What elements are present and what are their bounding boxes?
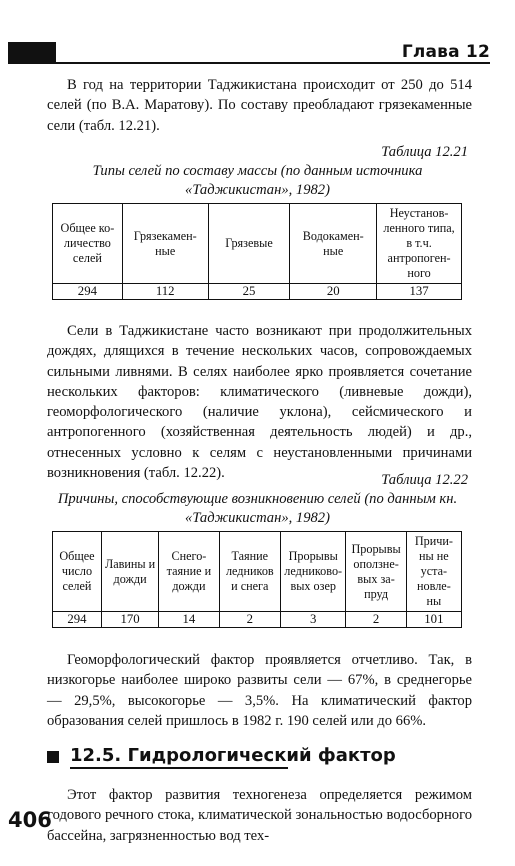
table-title: Причины, способствующие возникновению селей (по данным кн. «Таджикистан», 1982) <box>57 491 458 526</box>
header-cell: Водокамен- ные <box>290 204 377 284</box>
value-cell: 170 <box>101 612 158 628</box>
header-cell: Таяние ледников и снега <box>219 532 280 612</box>
section-underline <box>70 767 288 769</box>
table-title: Типы селей по составу массы (по данным источника «Таджикистан», 1982) <box>92 163 423 198</box>
value-cell: 101 <box>406 612 461 628</box>
section-title: 12.5. Гидрологический фактор <box>70 745 396 766</box>
value-cell: 25 <box>208 284 290 300</box>
paragraph-geomorphology: Геоморфологический фактор проявляется отчетливо. Так, в низкогорье наиболее широко развиты сели — 67%, в среднегорье — 29,5%, высокогорье — 3,5%. На климатический фактор образования селей пришлось в 1982 г. 190 селей или до 66%. <box>47 652 472 729</box>
table-mudflow-causes <box>52 531 462 628</box>
header-cell: Прорывы ледниково- вых озер <box>281 532 346 612</box>
value-cell: 137 <box>377 284 462 300</box>
table-number: Таблица 12.21 <box>381 144 468 160</box>
header-cell: Прорывы оползне- вых за- пруд <box>346 532 406 612</box>
table-number: Таблица 12.22 <box>381 472 468 488</box>
paragraph-causes: Сели в Таджикистане часто возникают при продолжительных дождях, длящихся в течение нескольких часов, сопровождаемых сильными ливнями. В селях наиболее ярко проявляется сочетание нескольких факторов: климатического (ливневые дожди), геоморфологического (наличие уклона), сейсмического и антропогенного (хозяйственная деятельность людей) и др., отнесенных условно к селям с неустановленными причинами возникновения (табл. 12.22). <box>47 323 472 482</box>
value-cell: 294 <box>53 612 102 628</box>
chapter-title: Глава 12 <box>401 42 490 62</box>
value-cell: 294 <box>53 284 123 300</box>
page-number: 406 <box>8 808 52 832</box>
header-cell: Лавины и дожди <box>101 532 158 612</box>
value-cell: 20 <box>290 284 377 300</box>
header-cell: Грязевые <box>208 204 290 284</box>
header-cell: Грязекамен- ные <box>122 204 208 284</box>
value-cell: 14 <box>159 612 219 628</box>
value-cell: 2 <box>346 612 406 628</box>
header-cell: Снего- таяние и дожди <box>159 532 219 612</box>
header-black-bar <box>8 42 56 62</box>
paragraph-intro: В год на территории Таджикистана происходит от 250 до 514 селей (по В.А. Маратову). По составу преобладают грязекаменные сели (табл. 12.21). <box>47 77 472 134</box>
paragraph-hydrology: Этот фактор развития техногенеза определяется режимом годового речного стока, климатической зональностью водосборного бассейна, загрязненностью вод тех- <box>47 787 472 844</box>
value-cell: 112 <box>122 284 208 300</box>
table-row <box>53 284 462 300</box>
section-bullet <box>47 751 59 763</box>
table-mudflow-types <box>52 203 462 300</box>
table-header-row <box>53 532 462 612</box>
header-cell: Общее ко- личество селей <box>53 204 123 284</box>
header-cell: Причи- ны не уста- новле- ны <box>406 532 461 612</box>
table-header-row <box>53 204 462 284</box>
header-rule <box>8 62 490 64</box>
value-cell: 2 <box>219 612 280 628</box>
header-cell: Неустанов- ленного типа, в т.ч. антропоген- ного <box>377 204 462 284</box>
value-cell: 3 <box>281 612 346 628</box>
table-row <box>53 612 462 628</box>
running-header <box>8 42 498 64</box>
header-cell: Общее число селей <box>53 532 102 612</box>
